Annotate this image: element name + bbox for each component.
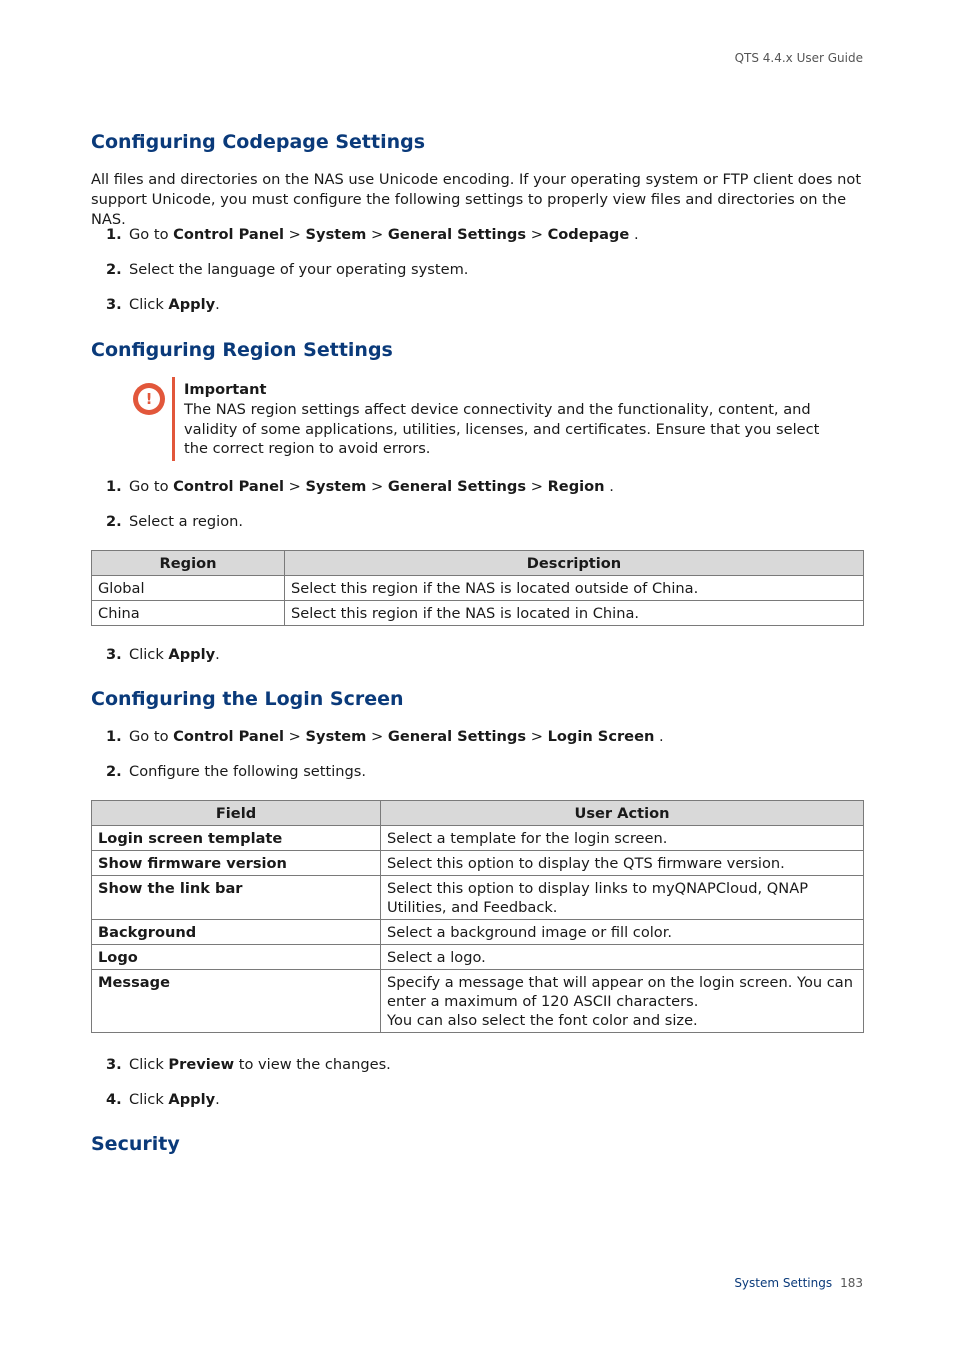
field-cell: Show firmware version	[92, 851, 381, 876]
codepage-step-3: 3. Click Apply.	[106, 296, 220, 313]
codepage-step-1: 1. Go to Control Panel > System > General Settings > Codepage .	[106, 226, 639, 243]
table-row	[92, 851, 864, 876]
region-step-2: 2. Select a region.	[106, 513, 244, 530]
heading-codepage: Configuring Codepage Settings	[91, 131, 426, 153]
action-cell: Select a logo.	[381, 945, 864, 970]
region-step-3: 3. Click Apply.	[106, 646, 220, 663]
field-cell: Background	[92, 920, 381, 945]
note-accent-bar	[172, 377, 175, 461]
login-step-3: 3. Click Preview to view the changes.	[106, 1056, 391, 1073]
table-row	[92, 601, 864, 626]
table-header: Region	[92, 551, 285, 576]
login-table	[91, 800, 864, 1033]
running-header: QTS 4.4.x User Guide	[734, 51, 863, 65]
action-cell	[381, 970, 864, 1033]
table-header: Description	[285, 551, 864, 576]
page-number: 183	[840, 1276, 863, 1290]
description-cell: Select this region if the NAS is located outside of China.	[285, 576, 864, 601]
important-note	[131, 377, 831, 461]
table-row	[92, 970, 864, 1033]
note-title: Important	[184, 381, 267, 398]
login-step-1: 1. Go to Control Panel > System > General Settings > Login Screen .	[106, 728, 664, 745]
table-row	[92, 576, 864, 601]
codepage-step-2: 2. Select the language of your operating system.	[106, 261, 469, 278]
table-header: Field	[92, 801, 381, 826]
footer-section: System Settings	[734, 1276, 833, 1290]
field-cell: Show the link bar	[92, 876, 381, 920]
message-action-text: Specify a message that will appear on the login screen. You can enter a maximum of 120 ASCII characters.	[387, 974, 853, 1010]
table-row	[92, 876, 864, 920]
note-text: The NAS region settings affect device connectivity and the functionality, content, and validity of some applications, utilities, licenses, and certificates. Ensure that you select the correct region to avoid errors.	[184, 401, 820, 457]
field-cell: Logo	[92, 945, 381, 970]
important-icon: !	[133, 383, 165, 415]
page-footer	[734, 1276, 863, 1290]
table-header: User Action	[381, 801, 864, 826]
message-action-extra: You can also select the font color and size.	[387, 1012, 698, 1029]
login-step-2: 2. Configure the following settings.	[106, 763, 367, 780]
heading-login: Configuring the Login Screen	[91, 688, 404, 710]
region-table	[91, 550, 864, 626]
heading-region: Configuring Region Settings	[91, 339, 393, 361]
codepage-intro: All files and directories on the NAS use Unicode encoding. If your operating system or FTP client does not support Unicode, you must configure the following settings to properly view files and directories on the NAS.	[91, 171, 862, 228]
region-step-1: 1. Go to Control Panel > System > General Settings > Region .	[106, 478, 614, 495]
field-cell: Message	[92, 970, 381, 1033]
action-cell: Select this option to display links to myQNAPCloud, QNAP Utilities, and Feedback.	[381, 876, 864, 920]
action-cell: Select a background image or fill color.	[381, 920, 864, 945]
action-cell: Select this option to display the QTS firmware version.	[381, 851, 864, 876]
region-cell: China	[92, 601, 285, 626]
region-cell: Global	[92, 576, 285, 601]
login-step-4: 4. Click Apply.	[106, 1091, 220, 1108]
action-cell: Select a template for the login screen.	[381, 826, 864, 851]
description-cell: Select this region if the NAS is located in China.	[285, 601, 864, 626]
table-row	[92, 826, 864, 851]
heading-security: Security	[91, 1133, 180, 1155]
table-row	[92, 945, 864, 970]
table-row	[92, 920, 864, 945]
field-cell: Login screen template	[92, 826, 381, 851]
